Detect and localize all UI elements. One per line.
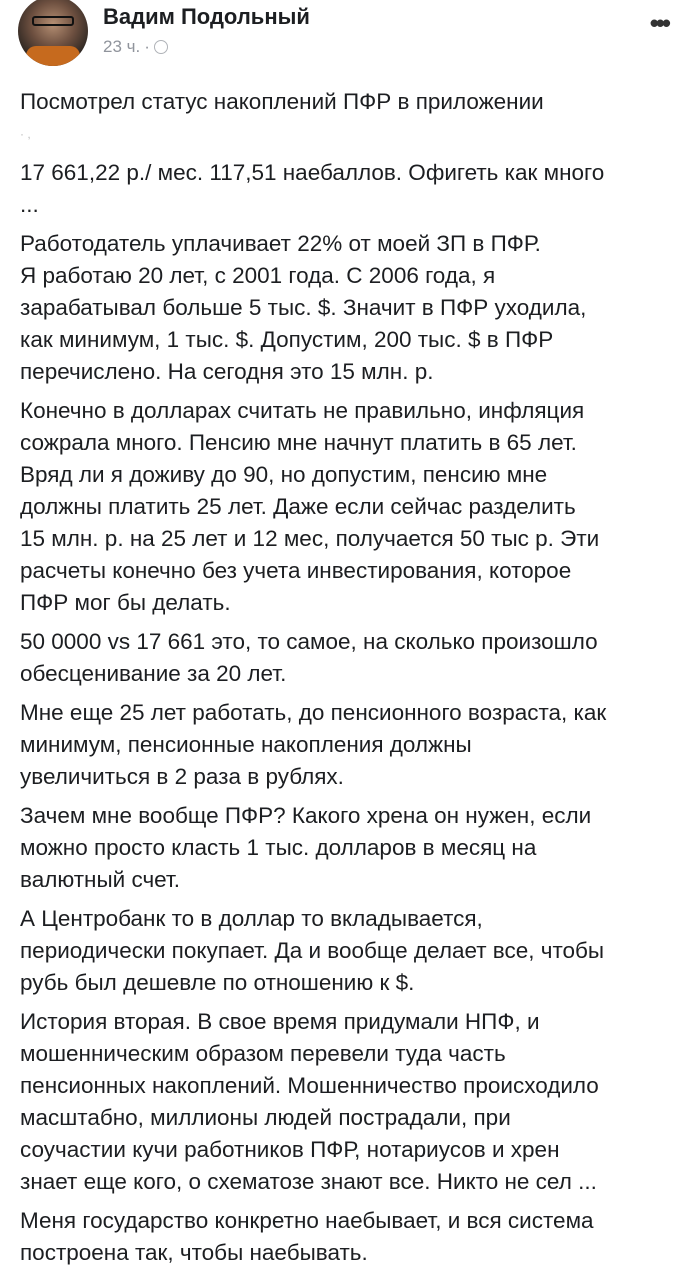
post-text-line: Зачем мне вообще ПФР? Какого хрена он нужен, если [20,803,592,828]
post-text-line: Работодатель уплачивает 22% от моей ЗП в ПФР. [20,231,541,256]
more-options-button[interactable]: ••• [649,8,668,38]
post-text-line: А Центробанк то в доллар то вкладывается, [20,906,483,931]
post-text-line: увеличиться в 2 раза в рублях. [20,764,344,789]
author-avatar[interactable] [18,0,88,66]
post-text-line: Меня государство конкретно наебывает, и вся система [20,1208,594,1233]
post-text-line: можно просто класть 1 тыс. долларов в месяц на [20,835,537,860]
post-body [20,86,680,1276]
globe-icon [154,40,168,54]
post-text-line: 15 млн. р. на 25 лет и 12 мес, получается 50 тыс р. Эти [20,526,600,551]
post-text-line: Посмотрел статус накоплений ПФР в приложении [20,89,544,114]
post-text-line: валютный счет. [20,867,180,892]
post-text-line: построена так, чтобы наебывать. [20,1240,368,1265]
post-text-line: Вряд ли я доживу до 90, но допустим, пенсию мне [20,462,548,487]
post-text-line: 50 0000 vs 17 661 это, то самое, на сколько произошло [20,629,598,654]
avatar-suit [26,46,80,66]
post-paragraph [20,86,680,150]
post-paragraph [20,395,680,619]
post-paragraph [20,1006,680,1198]
post-text-line: ПФР мог бы делать. [20,590,231,615]
post-time[interactable]: 23 ч. [103,37,141,56]
post-text-line: перечислено. На сегодня это 15 млн. р. [20,359,434,384]
post-text-line: знает еще кого, о схематозе знают все. Никто не сел ... [20,1169,597,1194]
post-text-line: Я работаю 20 лет, с 2001 года. С 2006 года, я [20,263,496,288]
post-text-line: Конечно в долларах считать не правильно, инфляция [20,398,585,423]
post-text-line: периодически покупает. Да и вообще делает все, чтобы [20,938,605,963]
post-text-line: рубь был дешевле по отношению к $. [20,970,415,995]
post-text-line: 17 661,22 р./ мес. 117,51 наебаллов. Офигеть как много [20,160,605,185]
author-name[interactable]: Вадим Подольный [103,4,310,29]
post-text-line: · , [20,127,31,141]
post-text-line: обесценивание за 20 лет. [20,661,287,686]
post-meta [103,37,168,57]
post-text-line: Мне еще 25 лет работать, до пенсионного возраста, как [20,700,607,725]
post-text-line: соучастии кучи работников ПФР, нотариусов и хрен [20,1137,560,1162]
post-text-line: пенсионных накоплений. Мошенничество происходило [20,1073,599,1098]
post-paragraph [20,903,680,999]
post-paragraph [20,228,680,388]
post-paragraph [20,800,680,896]
post-text-line: зарабатывал больше 5 тыс. $. Значит в ПФР уходила, [20,295,587,320]
post-paragraph [20,157,680,221]
meta-separator: · [144,37,150,56]
post-paragraph [20,626,680,690]
post-text-line: расчеты конечно без учета инвестирования, которое [20,558,572,583]
post-text-line: сожрала много. Пенсию мне начнут платить в 65 лет. [20,430,577,455]
post-text-line: как минимум, 1 тыс. $. Допустим, 200 тыс. $ в ПФР [20,327,554,352]
post-text-line: масштабно, миллионы людей пострадали, при [20,1105,511,1130]
post-paragraph [20,1205,680,1269]
post-text-line: мошенническим образом перевели туда часть [20,1041,506,1066]
avatar-glasses [32,16,74,26]
post-text-line: должны платить 25 лет. Даже если сейчас разделить [20,494,576,519]
post-text-line: История вторая. В свое время придумали НПФ, и [20,1009,540,1034]
post-text-line: минимум, пенсионные накопления должны [20,732,472,757]
post-paragraph [20,697,680,793]
post-text-line: ... [20,192,39,217]
